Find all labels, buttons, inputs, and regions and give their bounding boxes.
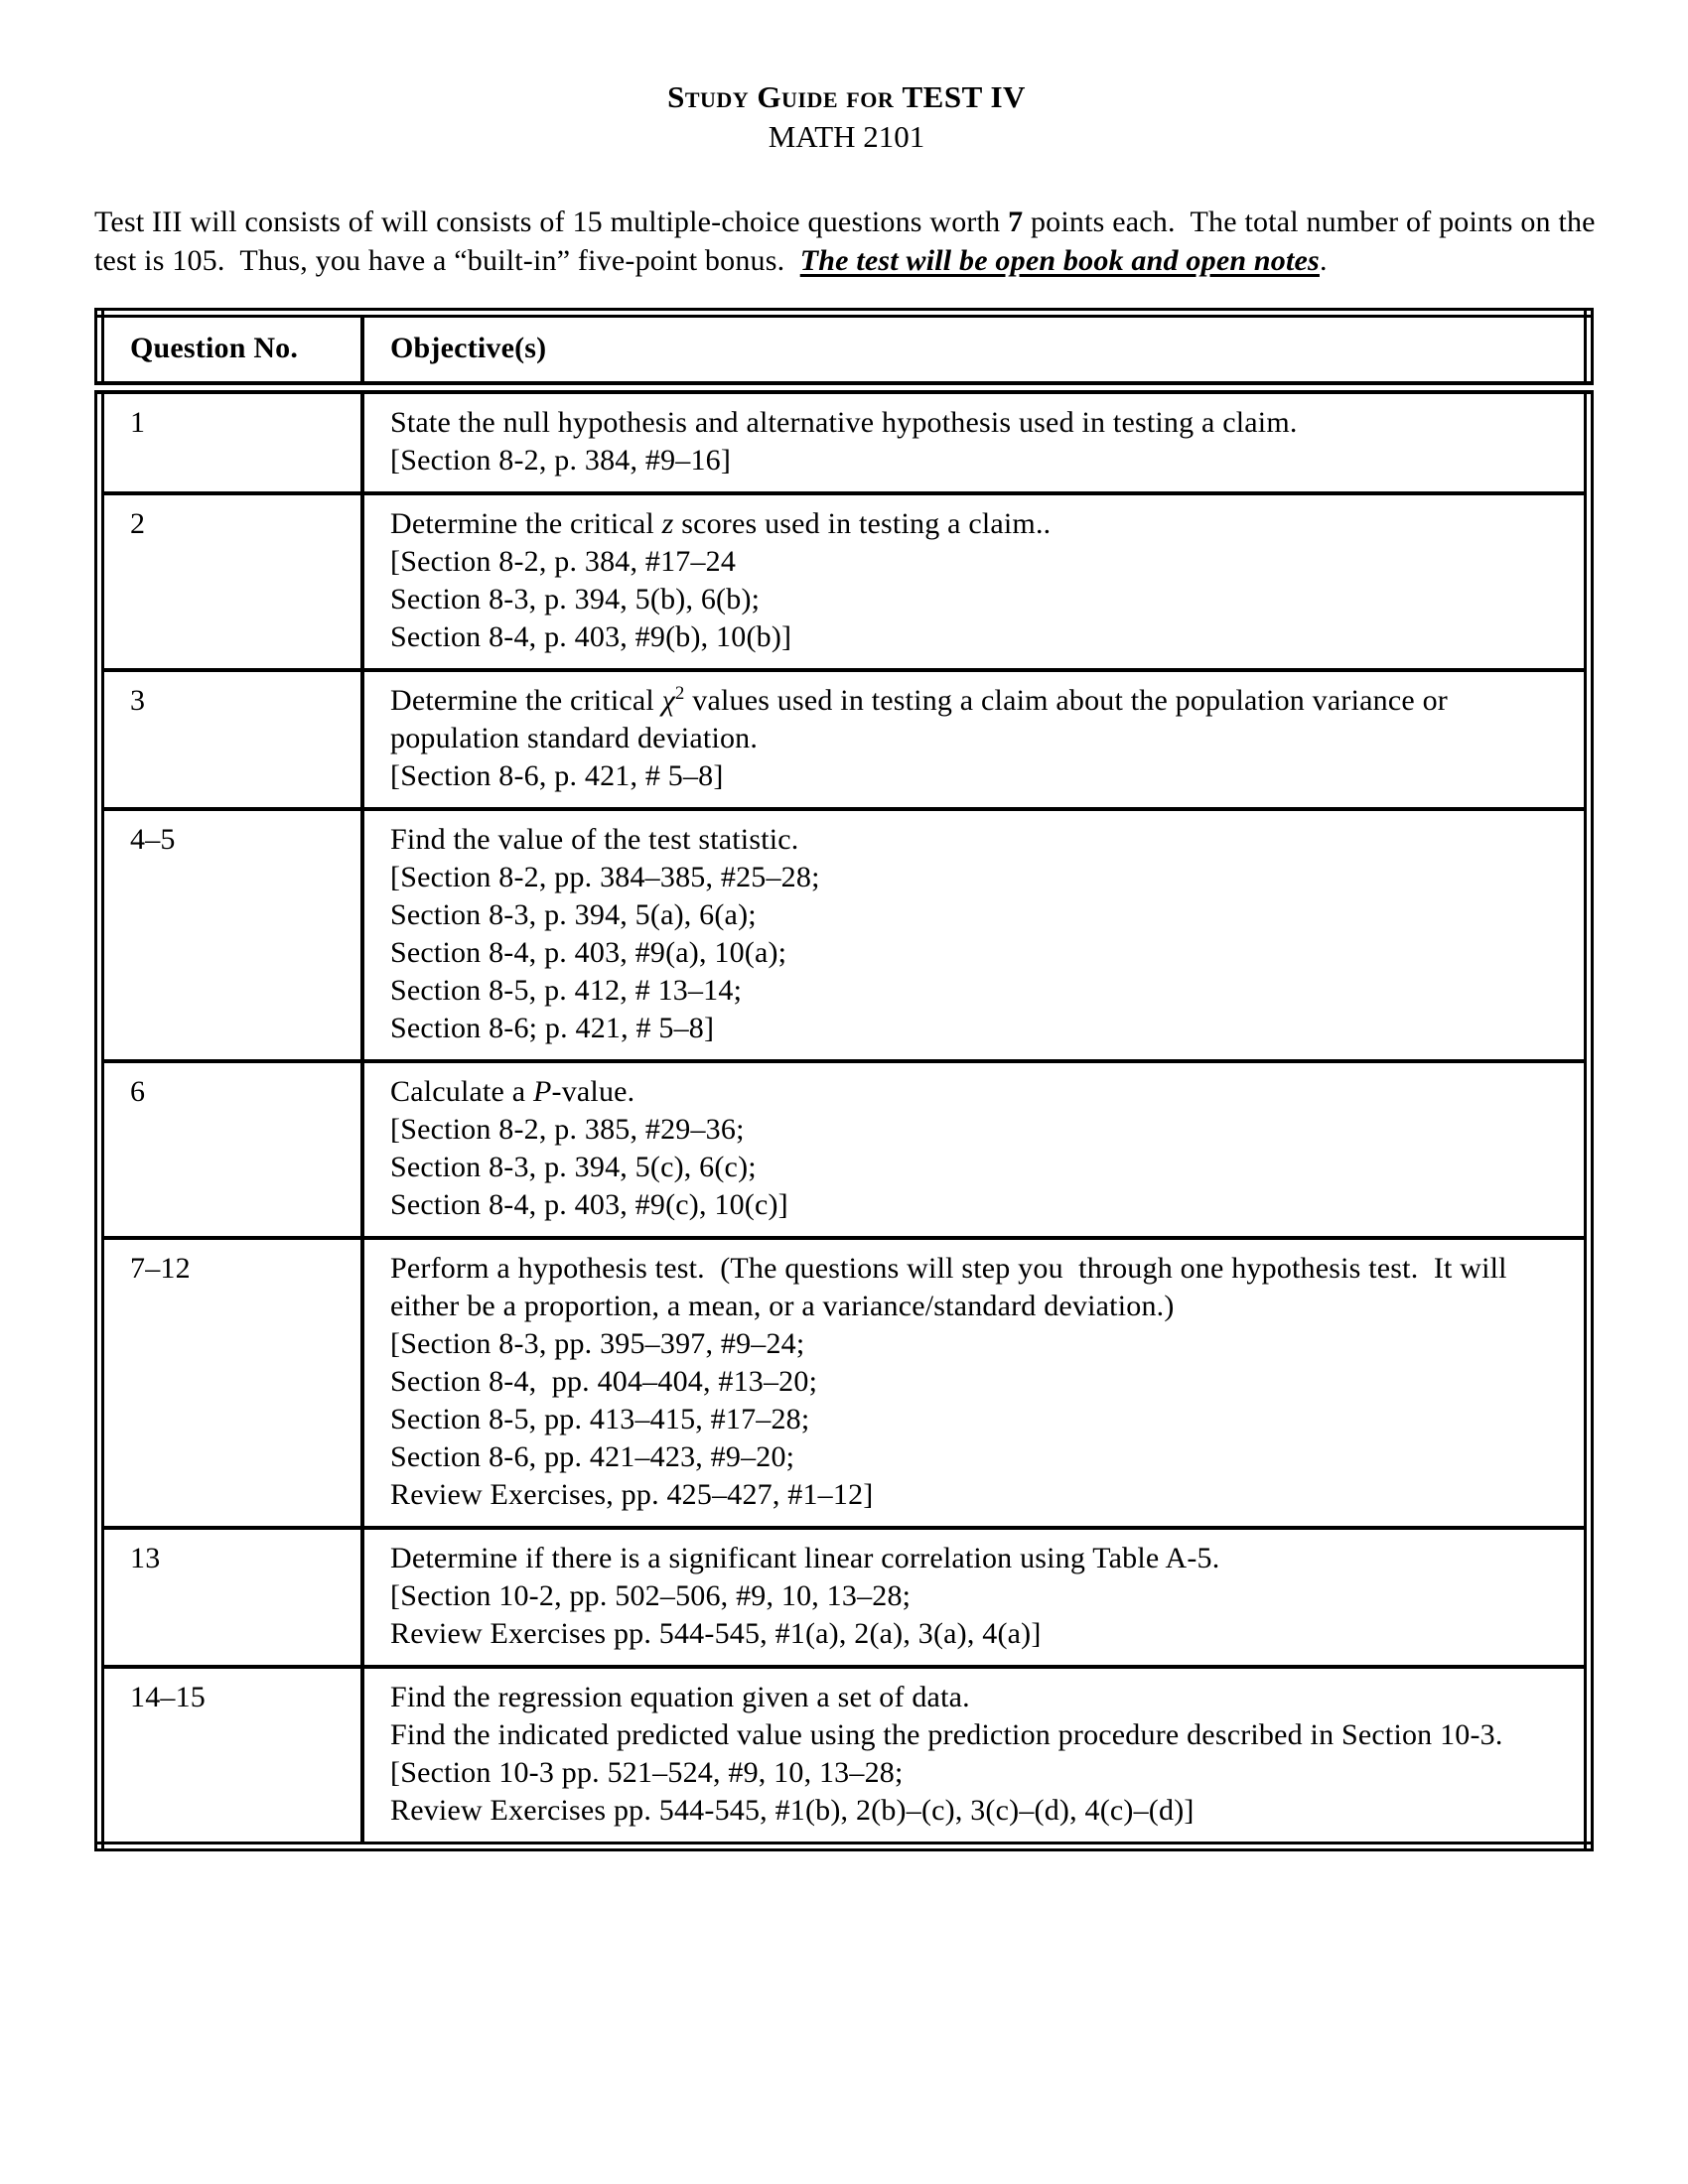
text-segment: Review Exercises pp. 544-545, #1(b), 2(b)–(c), 3(c)–(d), 4(c)–(d)] [390,1794,1195,1827]
objective-line [390,1792,1558,1830]
text-segment: [Section 10-3 pp. 521–524, #9, 10, 13–28; [390,1756,904,1789]
objective-line [390,543,1558,581]
objective-line [390,1438,1558,1476]
question-number-cell: 3 [99,670,362,809]
text-segment: Section 8-4, pp. 404–404, #13–20; [390,1365,818,1398]
objective-line [390,1149,1558,1186]
objective-cell [362,1238,1589,1528]
text-segment: [Section 8-3, pp. 395–397, #9–24; [390,1327,805,1360]
text-segment: 2 [675,683,685,704]
document-title [94,77,1599,117]
objective-line [390,757,1558,795]
text-segment: Find the regression equation given a set of data. [390,1681,970,1713]
text-segment: χ [661,684,676,717]
text-segment: State the null hypothesis and alternative hypothesis used in testing a claim. [390,406,1298,439]
objective-line [390,618,1558,656]
text-segment: [Section 8-2, p. 384, #9–16] [390,444,732,477]
objective-cell [362,670,1589,809]
text-segment: [Section 10-2, pp. 502–506, #9, 10, 13–28; [390,1579,912,1612]
text-segment: Perform a hypothesis test. (The questions will step you through one hypothesis test. It will either be a proportion, a mean, or a variance/standard deviation.) [390,1252,1515,1322]
text-segment: Section 8-6, pp. 421–423, #9–20; [390,1440,795,1473]
objective-cell [362,1528,1589,1667]
objective-line [390,581,1558,618]
text-segment: -value. [551,1075,635,1108]
text-segment: Section 8-3, p. 394, 5(b), 6(b); [390,583,761,615]
question-number-cell: 6 [99,1061,362,1238]
table-row [99,493,1589,670]
objective-line [390,1540,1558,1577]
col-header-question-no: Question No. [99,313,362,388]
text-segment: points each. The total number of points on the test is 105. Thus, you have a “built-in” five-point bonus. [94,205,1604,277]
text-segment: [Section 8-2, pp. 384–385, #25–28; [390,861,820,893]
text-segment: Section 8-4, p. 403, #9(c), 10(c)] [390,1188,788,1221]
text-segment: 7 [1008,205,1024,238]
title-emphasis: TEST IV [902,79,1026,114]
objective-line [390,1754,1558,1792]
objective-line [390,1010,1558,1047]
question-number-cell: 14–15 [99,1667,362,1846]
question-number-cell: 4–5 [99,809,362,1061]
text-segment: z [661,507,674,540]
text-segment: Review Exercises, pp. 425–427, #1–12] [390,1478,874,1511]
objectives-table [94,308,1594,1851]
title-prefix: Study Guide for [667,79,903,114]
objective-line [390,1476,1558,1514]
objective-cell [362,388,1589,494]
text-segment: Review Exercises pp. 544-545, #1(a), 2(a), 3(a), 4(a)] [390,1617,1042,1650]
table-row [99,388,1589,494]
objective-line [390,1250,1558,1325]
text-segment: Section 8-3, p. 394, 5(a), 6(a); [390,898,757,931]
text-segment: Section 8-6; p. 421, # 5–8] [390,1012,715,1044]
text-segment: values used in testing a claim about the population variance or population standard deviation. [390,684,1456,754]
objective-line [390,821,1558,859]
table-row [99,1528,1589,1667]
objective-cell [362,493,1589,670]
text-segment: Section 8-5, p. 412, # 13–14; [390,974,743,1007]
objective-line [390,1073,1558,1111]
intro-paragraph [94,203,1604,280]
objective-line [390,1325,1558,1363]
objective-line [390,1679,1558,1716]
objective-line [390,896,1558,934]
text-segment: Section 8-4, p. 403, #9(a), 10(a); [390,936,787,969]
text-segment: [Section 8-2, p. 385, #29–36; [390,1113,745,1146]
objective-cell [362,1667,1589,1846]
table-row [99,1061,1589,1238]
text-segment: . [1319,244,1328,277]
objective-line [390,505,1558,543]
text-segment: Calculate a [390,1075,533,1108]
text-segment: Find the value of the test statistic. [390,823,799,856]
title-block [94,77,1599,157]
objective-line [390,404,1558,442]
table-row [99,1238,1589,1528]
document-subtitle: MATH 2101 [768,119,925,154]
table-row [99,809,1589,1061]
text-segment: P [533,1075,552,1108]
question-number-cell: 13 [99,1528,362,1667]
table-row [99,1667,1589,1846]
question-number-cell: 2 [99,493,362,670]
objective-line [390,934,1558,972]
objective-line [390,1363,1558,1401]
text-segment: [Section 8-2, p. 384, #17–24 [390,545,737,578]
text-segment: Determine the critical [390,507,662,540]
text-segment: Section 8-4, p. 403, #9(b), 10(b)] [390,620,792,653]
table-row [99,670,1589,809]
table-header-row [99,313,1589,388]
objective-line [390,1111,1558,1149]
question-number-cell: 1 [99,388,362,494]
objective-line [390,972,1558,1010]
objective-line [390,1186,1558,1224]
col-header-objectives: Objective(s) [362,313,1589,388]
text-segment: Test III will consists of will consists of 15 multiple-choice questions worth [94,205,1009,238]
objective-line [390,1615,1558,1653]
objective-line [390,442,1558,479]
text-segment: scores used in testing a claim.. [673,507,1052,540]
text-segment: Section 8-3, p. 394, 5(c), 6(c); [390,1151,757,1183]
objective-line [390,1716,1558,1754]
objective-line [390,1577,1558,1615]
objective-line [390,682,1558,757]
question-number-cell: 7–12 [99,1238,362,1528]
text-segment: [Section 8-6, p. 421, # 5–8] [390,759,724,792]
objective-cell [362,1061,1589,1238]
objective-cell [362,809,1589,1061]
text-segment: Determine if there is a significant linear correlation using Table A-5. [390,1542,1220,1574]
text-segment: The test will be open book and open notes [799,244,1320,277]
text-segment: Find the indicated predicted value using the prediction procedure described in Section 10-3. [390,1718,1503,1751]
text-segment: Determine the critical [390,684,662,717]
objective-line [390,859,1558,896]
text-segment: Section 8-5, pp. 413–415, #17–28; [390,1403,810,1435]
objective-line [390,1401,1558,1438]
